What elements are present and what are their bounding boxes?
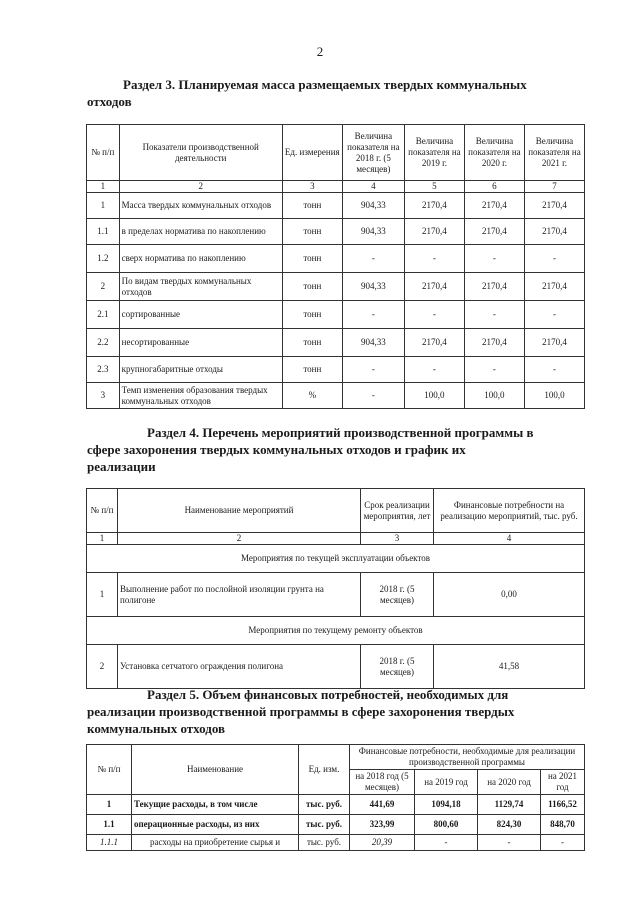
s4-colnum: 1: [87, 533, 118, 545]
s3-header-unit: Ед. измерения: [282, 125, 342, 181]
s5-cell: 20,39: [350, 835, 415, 851]
s4-cell: 41,58: [434, 645, 585, 689]
s3-cell: 904,33: [342, 329, 404, 357]
s3-cell: По видам твердых коммунальных отходов: [119, 273, 282, 301]
s5-header-num: № п/п: [87, 745, 132, 795]
s3-cell: 1: [87, 193, 120, 219]
s3-header-2019: Величина показателя на 2019 г.: [404, 125, 464, 181]
s3-header-num: № п/п: [87, 125, 120, 181]
s3-cell: 2.1: [87, 301, 120, 329]
s5-cell: 1094,18: [415, 795, 478, 815]
s5-cell: Текущие расходы, в том числе: [132, 795, 299, 815]
s4-header-num: № п/п: [87, 489, 118, 533]
s5-cell: тыс. руб.: [299, 795, 350, 815]
s5-cell: расходы на приобретение сырья и: [132, 835, 299, 851]
s4-cell: 2018 г. (5 месяцев): [361, 645, 434, 689]
s5-year-2018: на 2018 год (5 месяцев): [350, 770, 415, 795]
s5-cell: 1: [87, 795, 132, 815]
s3-cell: 2.2: [87, 329, 120, 357]
s3-cell: -: [524, 301, 584, 329]
table-row: [87, 219, 585, 245]
table-row: [87, 383, 585, 409]
s3-colnum: 2: [119, 181, 282, 193]
s5-cell: -: [415, 835, 478, 851]
s3-cell: 2170,4: [404, 329, 464, 357]
s4-colnum: 2: [118, 533, 361, 545]
section4-title-line1: Раздел 4. Перечень мероприятий производственной программы в: [147, 425, 534, 440]
s5-year-2019: на 2019 год: [415, 770, 478, 795]
s5-cell: -: [478, 835, 541, 851]
s4-group-repair: Мероприятия по текущему ремонту объектов: [87, 617, 585, 645]
section5-title: [87, 686, 587, 737]
s4-group-operation: Мероприятия по текущей эксплуатации объектов: [87, 545, 585, 573]
s5-cell: операционные расходы, из них: [132, 815, 299, 835]
s3-colnum: 4: [342, 181, 404, 193]
s3-cell: -: [404, 301, 464, 329]
table-row: [87, 573, 585, 617]
s3-colnum: 1: [87, 181, 120, 193]
s5-year-2021: на 2021 год: [541, 770, 585, 795]
table-row: [87, 835, 585, 851]
s5-cell: 323,99: [350, 815, 415, 835]
s5-cell: тыс. руб.: [299, 815, 350, 835]
s4-cell: 1: [87, 573, 118, 617]
s4-cell: 0,00: [434, 573, 585, 617]
section4-header-row: [87, 489, 585, 533]
s3-cell: тонн: [282, 357, 342, 383]
s3-cell: крупногабаритные отходы: [119, 357, 282, 383]
s3-cell: -: [464, 245, 524, 273]
s3-header-2020: Величина показателя на 2020 г.: [464, 125, 524, 181]
s3-cell: 1.1: [87, 219, 120, 245]
s3-cell: 2170,4: [404, 219, 464, 245]
s3-cell: Масса твердых коммунальных отходов: [119, 193, 282, 219]
s3-cell: 2.3: [87, 357, 120, 383]
table-row: [87, 273, 585, 301]
s3-cell: -: [342, 357, 404, 383]
s4-colnum: 4: [434, 533, 585, 545]
s4-header-term: Срок реализации мероприятия, лет: [361, 489, 434, 533]
s3-cell: -: [524, 357, 584, 383]
s3-header-2018: Величина показателя на 2018 г. (5 месяцев): [342, 125, 404, 181]
s3-cell: 2170,4: [524, 193, 584, 219]
s3-cell: 2170,4: [404, 193, 464, 219]
s3-cell: %: [282, 383, 342, 409]
s5-header-finance: Финансовые потребности, необходимые для реализации производственной программы: [350, 745, 585, 770]
s3-header-indicator: Показатели производственной деятельности: [119, 125, 282, 181]
s5-cell: 1.1: [87, 815, 132, 835]
s4-cell: 2018 г. (5 месяцев): [361, 573, 434, 617]
s3-cell: 2170,4: [464, 193, 524, 219]
s3-cell: -: [342, 383, 404, 409]
s3-cell: -: [404, 245, 464, 273]
table-row: [87, 329, 585, 357]
s3-cell: 2170,4: [524, 219, 584, 245]
s4-header-finance: Финансовые потребности на реализацию мероприятий, тыс. руб.: [434, 489, 585, 533]
s3-cell: 2170,4: [464, 273, 524, 301]
s3-cell: 904,33: [342, 193, 404, 219]
s3-cell: -: [404, 357, 464, 383]
s5-year-2020: на 2020 год: [478, 770, 541, 795]
table-row: [87, 815, 585, 835]
s3-cell: 2170,4: [464, 219, 524, 245]
s3-header-2021: Величина показателя на 2021 г.: [524, 125, 584, 181]
s3-cell: 1.2: [87, 245, 120, 273]
s3-cell: тонн: [282, 193, 342, 219]
section4-title: [87, 424, 587, 475]
s3-cell: 2170,4: [524, 273, 584, 301]
s3-cell: 2170,4: [404, 273, 464, 301]
s4-cell: Установка сетчатого ограждения полигона: [118, 645, 361, 689]
section4-title-line2: сфере захоронения твердых коммунальных отходов и график их: [87, 442, 466, 457]
s3-colnum: 3: [282, 181, 342, 193]
table-row: [87, 193, 585, 219]
s3-cell: в пределах норматива по накоплению: [119, 219, 282, 245]
section5-title-line2: реализации производственной программы в сфере захоронения твердых: [87, 704, 515, 719]
s5-header-name: Наименование: [132, 745, 299, 795]
s3-cell: сверх норматива по накоплению: [119, 245, 282, 273]
s4-colnum-row: [87, 533, 585, 545]
s5-cell: 1129,74: [478, 795, 541, 815]
s4-cell: Выполнение работ по послойной изоляции грунта на полигоне: [118, 573, 361, 617]
section3-table: [86, 124, 585, 409]
s3-cell: 100,0: [404, 383, 464, 409]
s3-cell: -: [524, 245, 584, 273]
s4-group-row: [87, 617, 585, 645]
s4-colnum: 3: [361, 533, 434, 545]
section4-title-line3: реализации: [87, 459, 156, 474]
s4-cell: 2: [87, 645, 118, 689]
section3-title-line2: отходов: [87, 94, 132, 109]
s5-cell: 824,30: [478, 815, 541, 835]
s3-cell: -: [464, 301, 524, 329]
section5-title-line3: коммунальных отходов: [87, 721, 226, 736]
s3-cell: 100,0: [464, 383, 524, 409]
s3-colnum: 7: [524, 181, 584, 193]
s5-cell: -: [541, 835, 585, 851]
s5-header-unit: Ед. изм.: [299, 745, 350, 795]
s4-group-row: [87, 545, 585, 573]
s3-cell: 3: [87, 383, 120, 409]
s4-header-name: Наименование мероприятий: [118, 489, 361, 533]
s3-cell: -: [464, 357, 524, 383]
s5-cell: 848,70: [541, 815, 585, 835]
table-row: [87, 301, 585, 329]
s3-cell: сортированные: [119, 301, 282, 329]
s3-cell: 904,33: [342, 219, 404, 245]
section3-title-line1: Раздел 3. Планируемая масса размещаемых твердых коммунальных: [123, 77, 527, 92]
s3-cell: тонн: [282, 273, 342, 301]
s3-cell: -: [342, 245, 404, 273]
s3-cell: несортированные: [119, 329, 282, 357]
s3-cell: тонн: [282, 245, 342, 273]
s5-cell: 441,69: [350, 795, 415, 815]
table-row: [87, 357, 585, 383]
table-row: [87, 645, 585, 689]
s3-cell: 904,33: [342, 273, 404, 301]
s5-cell: 1.1.1: [87, 835, 132, 851]
s3-colnum: 5: [404, 181, 464, 193]
s3-cell: тонн: [282, 301, 342, 329]
table-row: [87, 245, 585, 273]
s3-cell: 2: [87, 273, 120, 301]
section5-header-row: [87, 745, 585, 770]
section4-table: [86, 488, 585, 689]
s3-cell: 2170,4: [524, 329, 584, 357]
s5-cell: тыс. руб.: [299, 835, 350, 851]
section3-header-row: [87, 125, 585, 181]
table-row: [87, 795, 585, 815]
s5-cell: 800,60: [415, 815, 478, 835]
s5-cell: 1166,52: [541, 795, 585, 815]
s3-cell: Темп изменения образования твердых коммунальных отходов: [119, 383, 282, 409]
section3-title: [87, 76, 587, 110]
s3-colnum: 6: [464, 181, 524, 193]
s3-cell: тонн: [282, 219, 342, 245]
section5-table: [86, 744, 585, 851]
s3-colnum-row: [87, 181, 585, 193]
s3-cell: 2170,4: [464, 329, 524, 357]
section5-title-line1: Раздел 5. Объем финансовых потребностей, необходимых для: [147, 687, 509, 702]
s3-cell: 100,0: [524, 383, 584, 409]
s3-cell: -: [342, 301, 404, 329]
page-number: 2: [316, 44, 324, 59]
s3-cell: тонн: [282, 329, 342, 357]
